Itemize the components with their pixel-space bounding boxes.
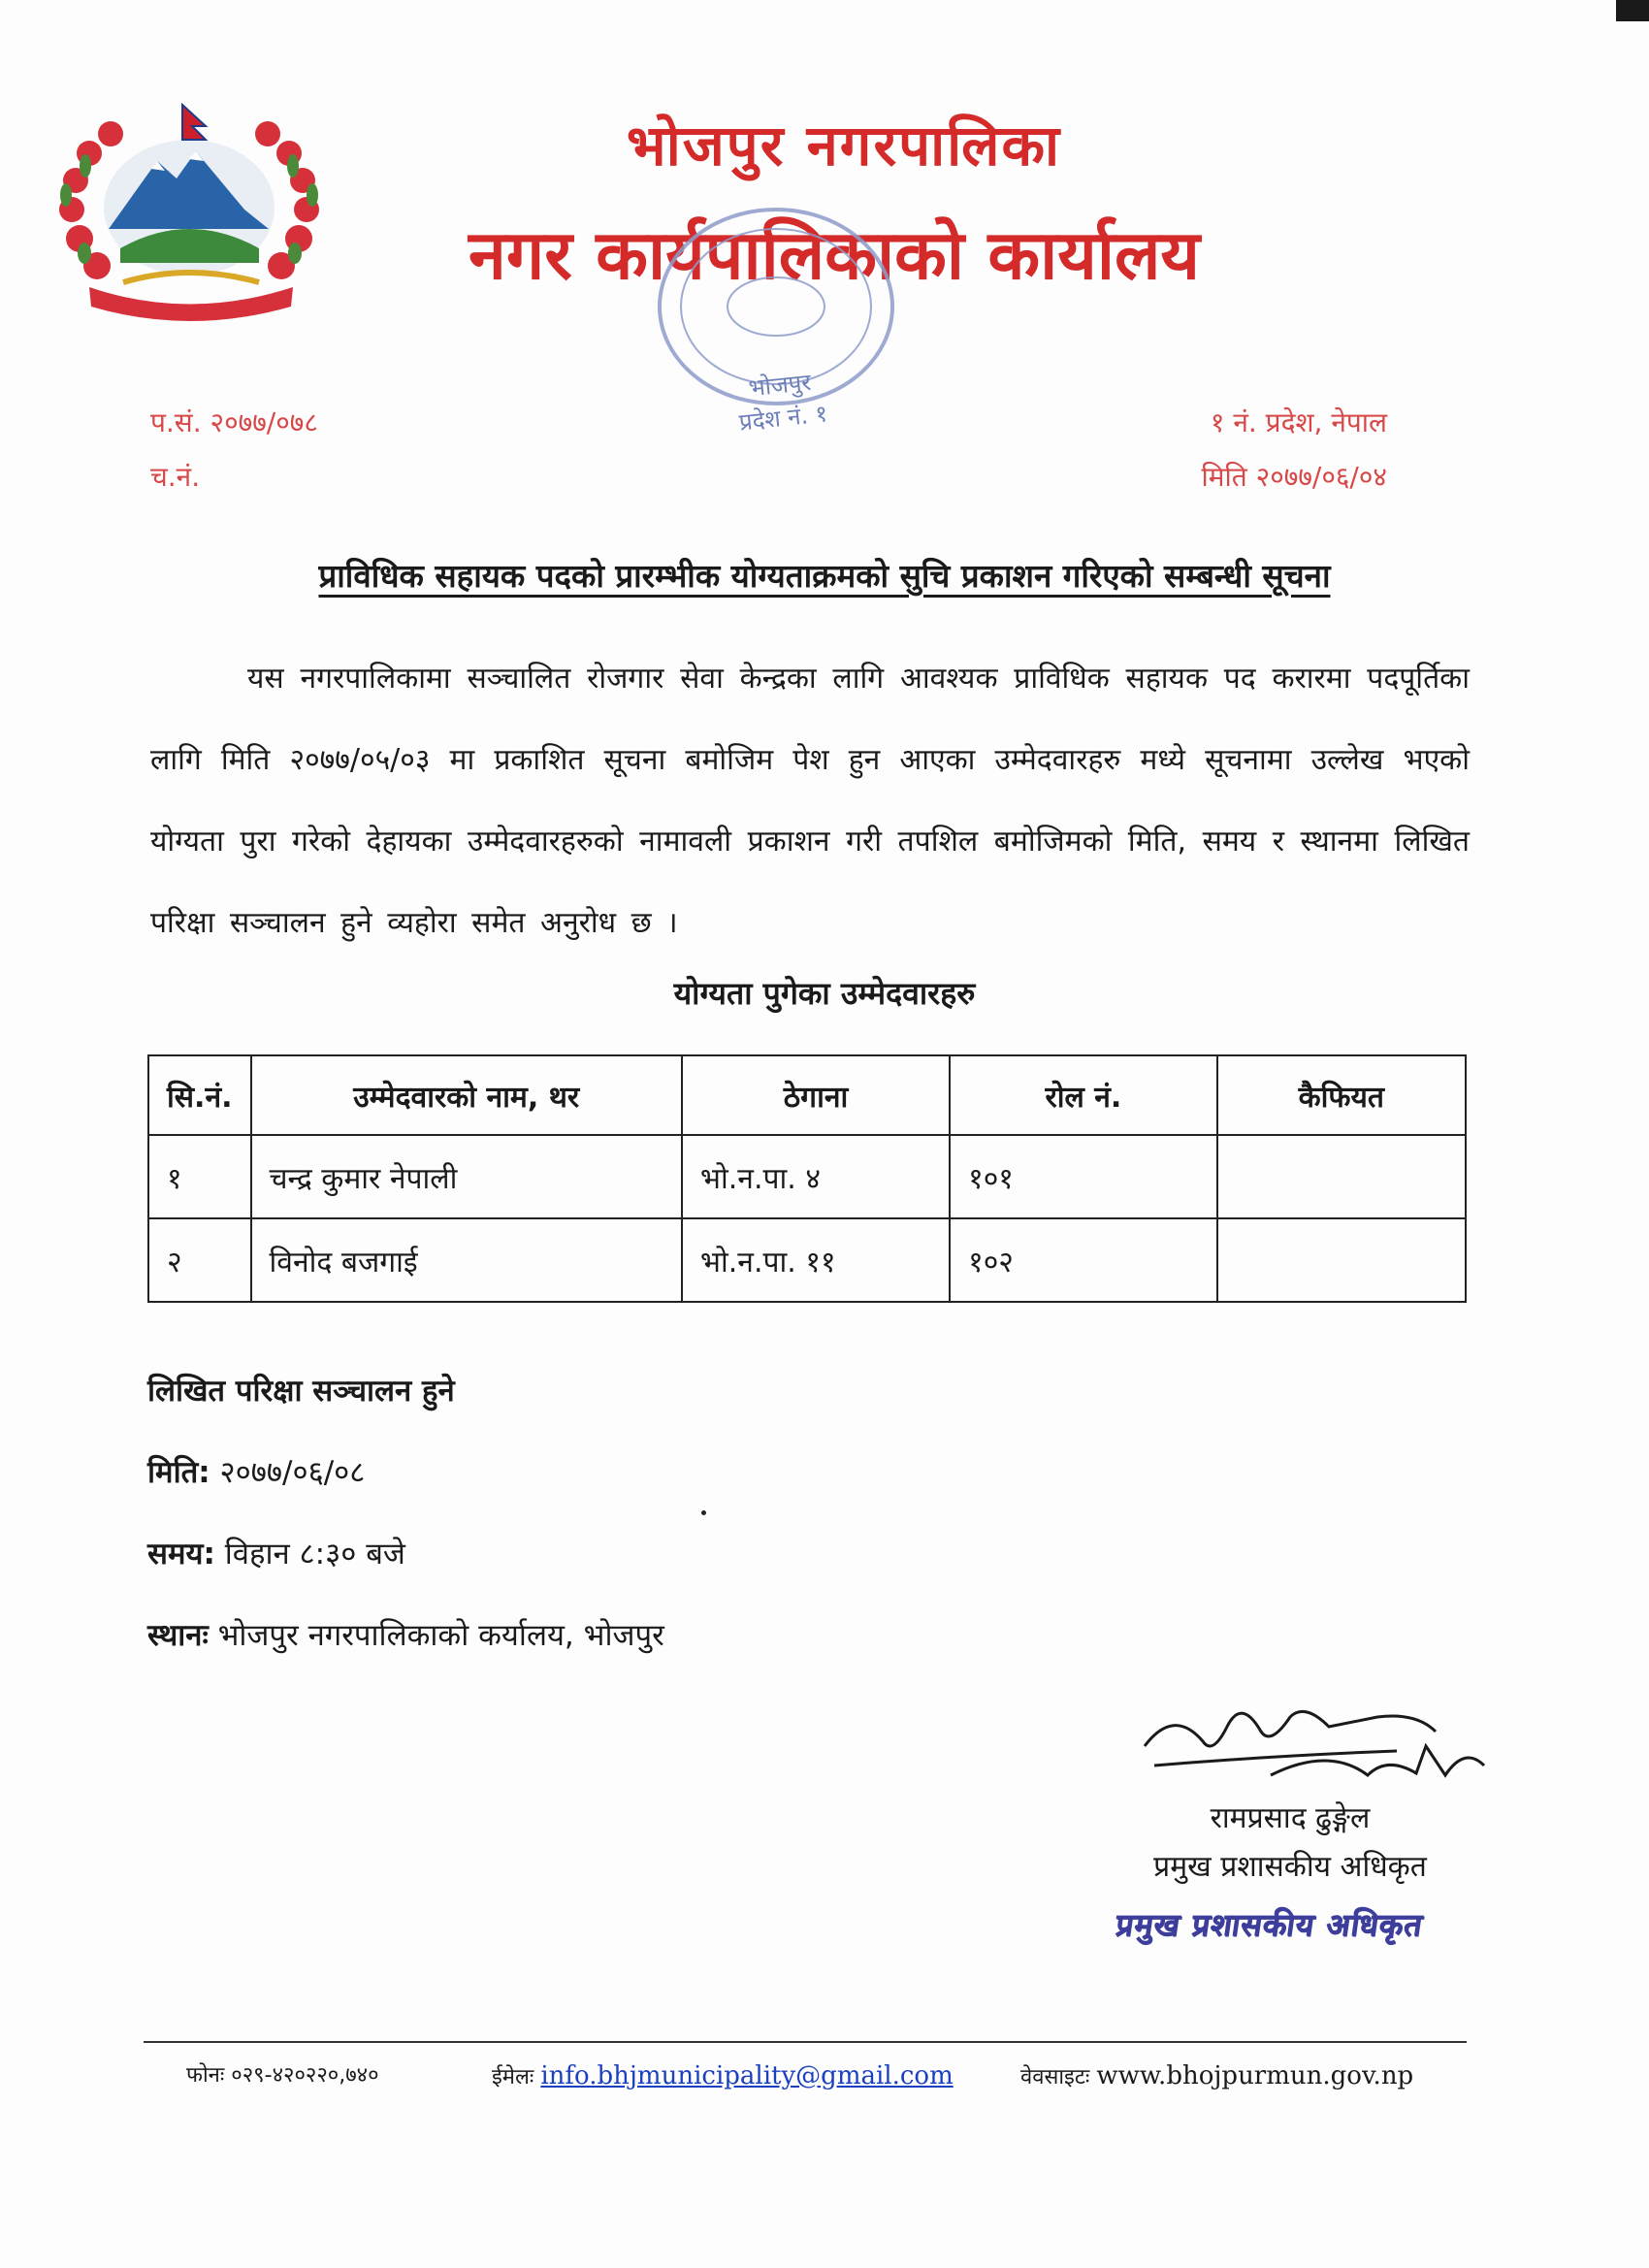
exam-time-value: विहान ८:३० बजे <box>224 1537 405 1571</box>
website-label: वेवसाइटः <box>1020 2065 1090 2090</box>
candidates-table <box>147 1054 1467 1303</box>
table-heading: योग्यता पुगेका उम्मेदवारहरु <box>673 975 976 1012</box>
table-row <box>148 1218 1466 1302</box>
cell-name: चन्द्र कुमार नेपाली <box>251 1135 682 1218</box>
org-name: भोजपुर नगरपालिका <box>626 113 1062 178</box>
handwritten-signature-icon <box>1135 1688 1494 1795</box>
exam-date-value: २०७७/०६/०८ <box>219 1455 366 1490</box>
exam-details <box>147 1350 664 1676</box>
office-name: नगर कार्यपालिकाको कार्यालय <box>468 214 1201 295</box>
email-link[interactable]: info.bhjmunicipality@gmail.com <box>540 2061 954 2090</box>
dispatch-number: च.नं. <box>150 461 201 493</box>
cell-roll: १०१ <box>950 1135 1217 1218</box>
cell-address: भो.न.पा. ११ <box>682 1218 950 1302</box>
letter-number: प.सं. २०७७/०७८ <box>150 406 318 438</box>
nepal-emblem-icon <box>50 93 332 326</box>
exam-place-line <box>147 1595 664 1676</box>
reference-left <box>150 396 318 504</box>
col-serial: सि.नं. <box>148 1055 251 1135</box>
footer-email <box>492 2057 954 2097</box>
table-header-row <box>148 1055 1466 1135</box>
table-row <box>148 1135 1466 1218</box>
website-link[interactable]: www.bhojpurmun.gov.np <box>1096 2061 1414 2090</box>
cell-remarks <box>1217 1135 1466 1218</box>
signatory-designation: प्रमुख प्रशासकीय अधिकृत <box>1153 1850 1427 1884</box>
cell-address: भो.न.पा. ४ <box>682 1135 950 1218</box>
cell-serial: २ <box>148 1218 251 1302</box>
col-roll: रोल नं. <box>950 1055 1217 1135</box>
exam-place-label: स्थानः <box>147 1618 209 1653</box>
office-stamp-text <box>734 364 829 438</box>
footer-phone: फोनः ०२९-४२०२२०,७४० <box>186 2063 379 2088</box>
reference-right <box>1202 396 1387 504</box>
signatory-name: रामप्रसाद ढुङ्गेल <box>1210 1801 1371 1835</box>
signatory-block <box>1086 1795 1494 1892</box>
cell-remarks <box>1217 1218 1466 1302</box>
exam-date-label: मिति: <box>147 1455 210 1490</box>
province-line: १ नं. प्रदेश, नेपाल <box>1210 406 1387 438</box>
exam-place-value: भोजपुर नगरपालिकाको कर्यालय, भोजपुर <box>217 1618 664 1653</box>
exam-time-label: समय: <box>147 1537 215 1571</box>
scan-edge-mark <box>1616 0 1649 21</box>
cell-name: विनोद बजगाई <box>251 1218 682 1302</box>
cell-serial: १ <box>148 1135 251 1218</box>
col-remarks: कैफियत <box>1217 1055 1466 1135</box>
cell-roll: १०२ <box>950 1218 1217 1302</box>
notice-subject: प्राविधिक सहायक पदको प्रारम्भीक योग्यताक्रमको सुचि प्रकाशन गरिएको सम्बन्धी सूचना <box>318 557 1331 595</box>
email-label: ईमेलः <box>492 2065 534 2090</box>
stamp-line: प्रदेश नं. १ <box>737 400 829 437</box>
exam-time-line <box>147 1513 664 1595</box>
letter-date: मिति २०७७/०६/०४ <box>1201 461 1387 493</box>
footer <box>147 2057 1467 2095</box>
footer-website <box>1020 2057 1413 2097</box>
designation-stamp: प्रमुख प्रशासकीय अधिकृत <box>1113 1906 1426 1943</box>
footer-divider <box>144 2041 1467 2043</box>
scan-speck <box>701 1510 706 1515</box>
notice-body: यस नगरपालिकामा सञ्चालित रोजगार सेवा केन्द्रका लागि आवश्यक प्राविधिक सहायक पद करारमा पदपूर्तिका लागि मिति २०७७/०५/०३ मा प्रकाशित सूचना बमोजिम पेश हुन आएका उम्मेदवारहरु मध्ये सूचनामा उल्लेख भएको योग्यता पुरा गरेको देहायका उम्मेदवारहरुको नामावली प्रकाशन गरी तपशिल बमोजिमको मिति, समय र स्थानमा लिखित परिक्षा सञ्चालन हुने व्यहोरा समेत अनुरोध छ । <box>150 662 1470 940</box>
col-name: उम्मेदवारको नाम, थर <box>251 1055 682 1135</box>
exam-heading: लिखित परिक्षा सञ्चालन हुने <box>147 1374 455 1409</box>
exam-date-line <box>147 1432 664 1513</box>
stamp-line: भोजपुर <box>747 368 813 403</box>
col-address: ठेगाना <box>682 1055 950 1135</box>
